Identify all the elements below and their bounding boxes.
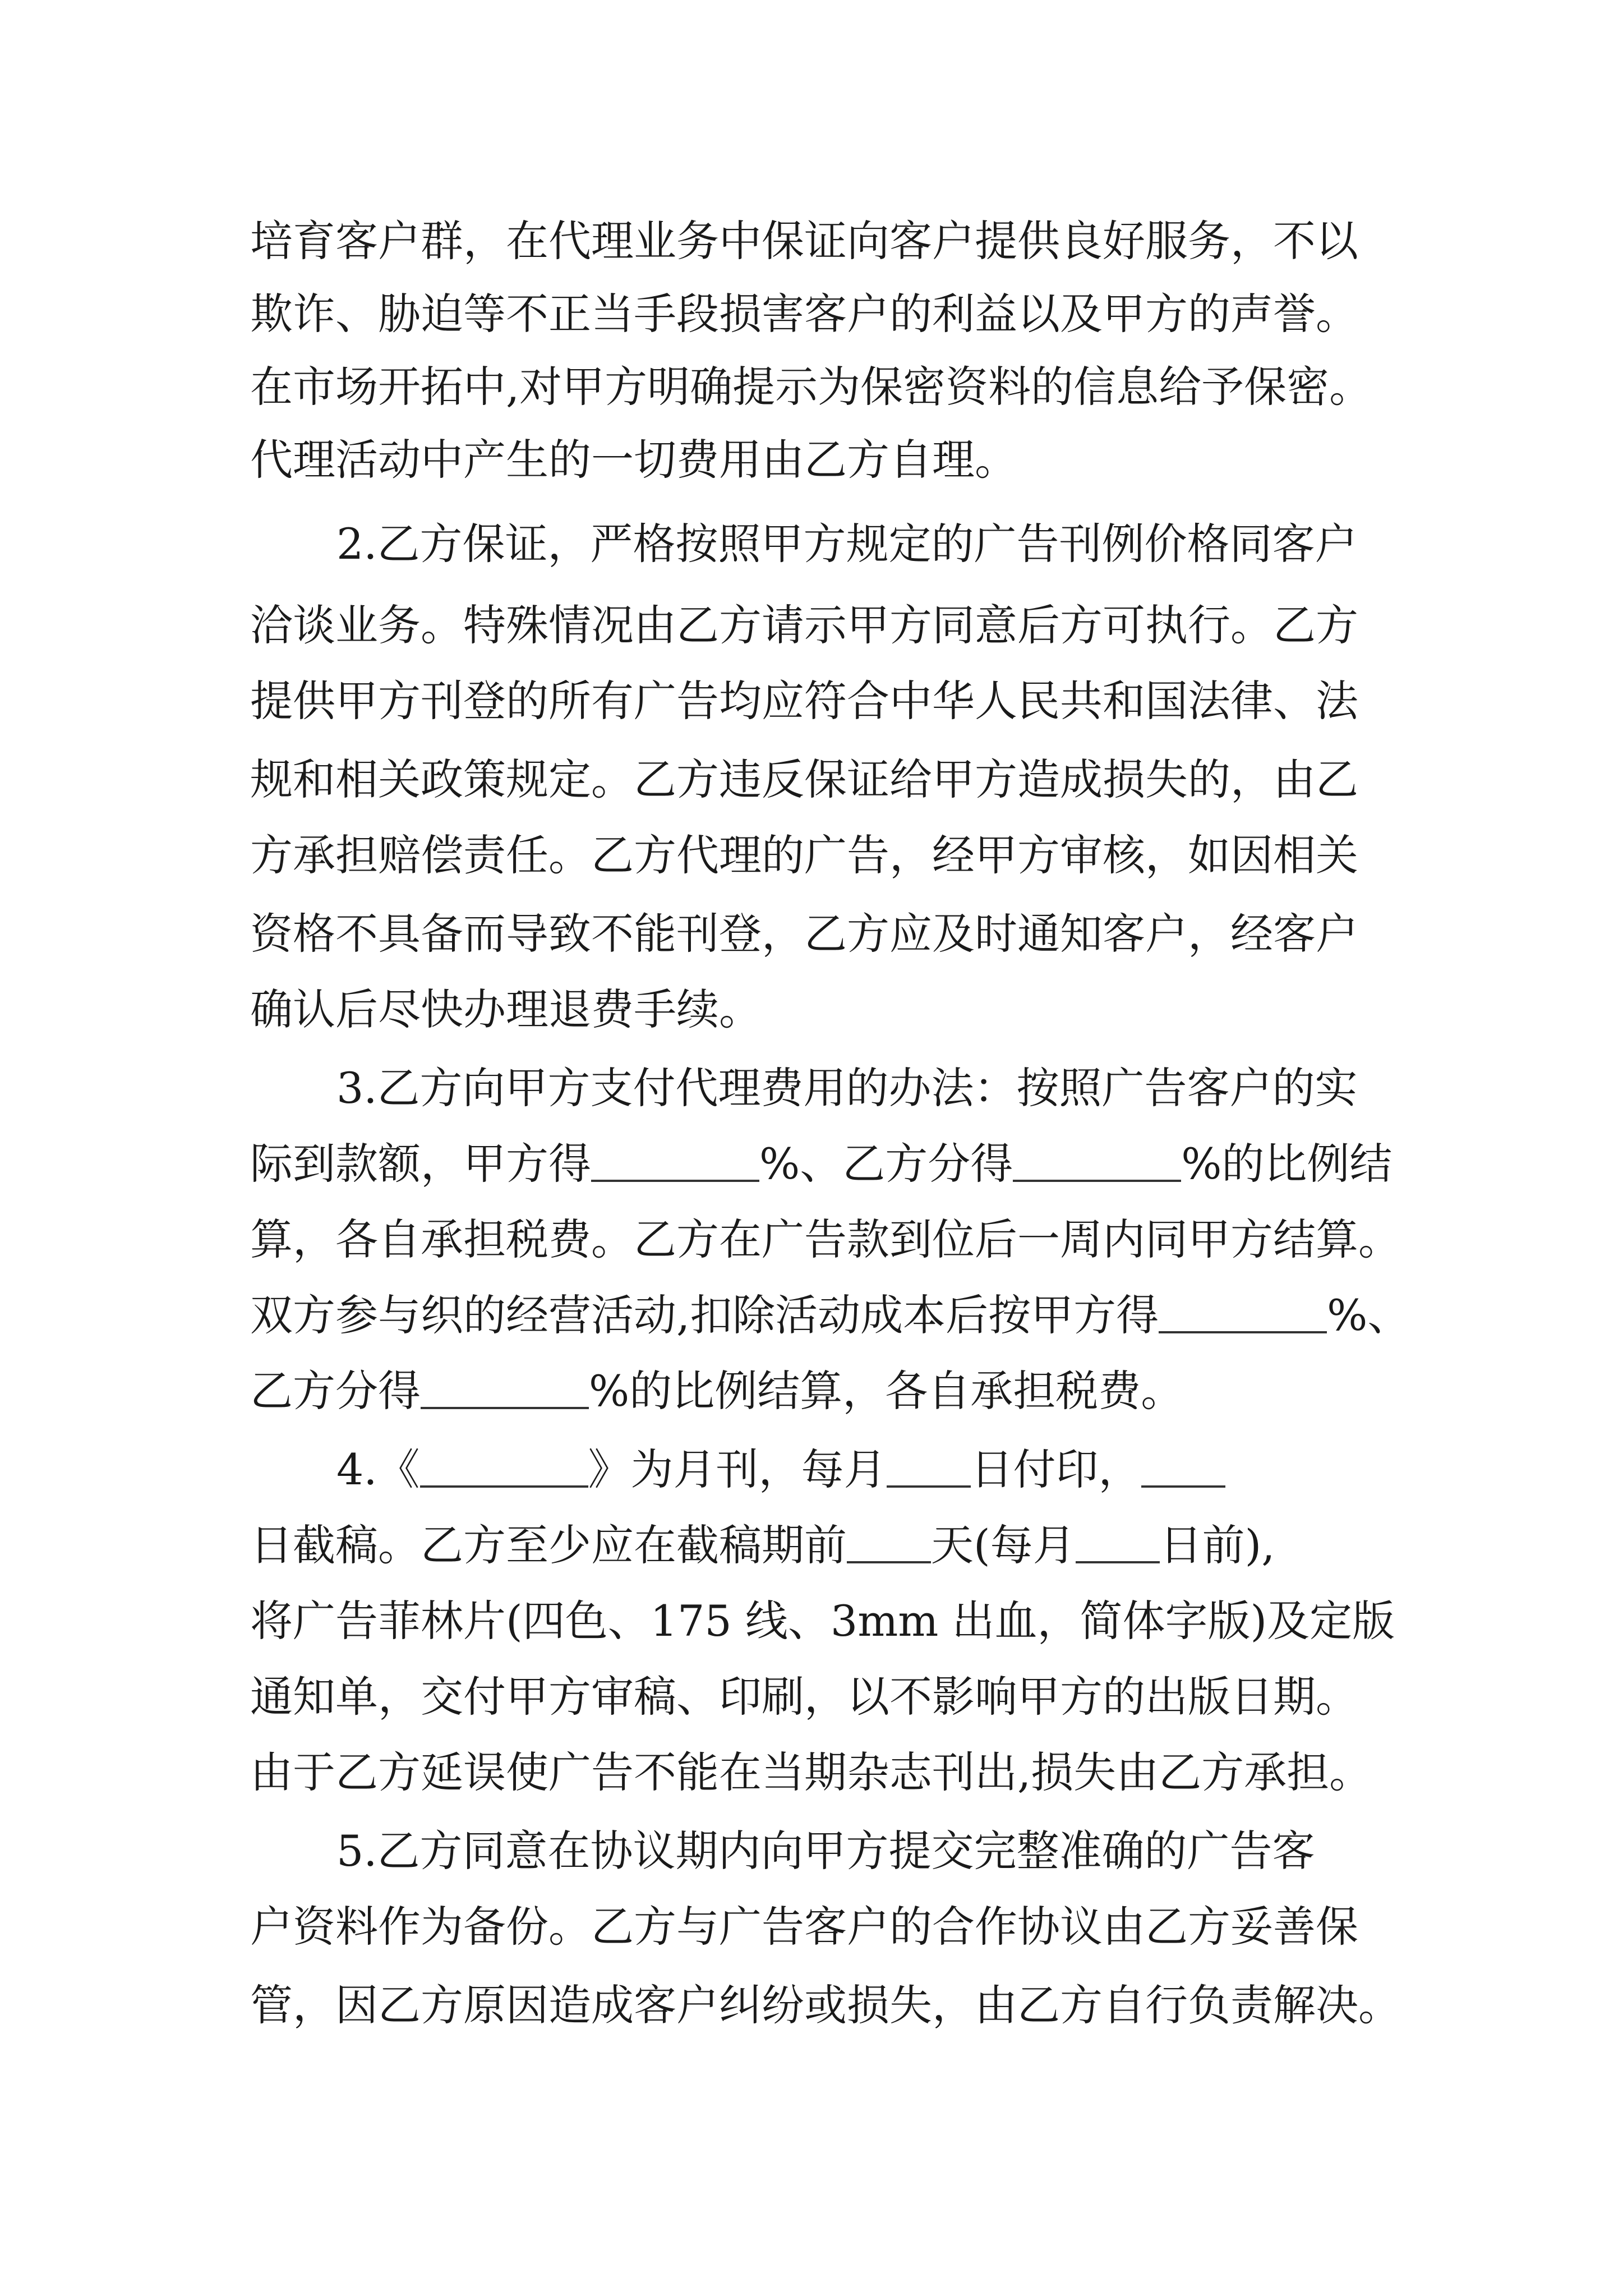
p5-line1: 5.乙方同意在协议期内向甲方提交完整准确的广告客: [336, 1826, 1315, 1876]
p3-line3: 算，各自承担税费。乙方在广告款到位后一周内同甲方结算。: [250, 1214, 1401, 1264]
p2-line6: 资格不具备而导致不能刊登，乙方应及时通知客户，经客户: [250, 909, 1358, 959]
p3-line2: [250, 1136, 1392, 1192]
p5-line3: 管，因乙方原因造成客户纠纷或损失，由乙方自行负责解决。: [250, 1980, 1401, 2030]
p4-line4: 通知单，交付甲方审稿、印刷，以不影响甲方的出版日期。: [250, 1672, 1358, 1722]
days-before-blank: [847, 1519, 931, 1563]
p4-line1-text-b: 》为月刊，每月: [588, 1444, 887, 1494]
p4-line1: [336, 1442, 1225, 1498]
p1-line2: 欺诈、胁迫等不正当手段损害客户的利益以及甲方的声誉。: [250, 289, 1358, 339]
monthly-day-blank: [1076, 1519, 1160, 1563]
party-b-percent-blank: [1013, 1137, 1181, 1182]
activity-party-a-percent-blank: [1159, 1289, 1327, 1333]
print-day-blank: [887, 1443, 971, 1488]
deadline-day-blank: [1141, 1443, 1225, 1488]
p2-line5: 方承担赔偿责任。乙方代理的广告，经甲方审核，如因相关: [250, 830, 1358, 880]
p1-line3: 在市场开拓中,对甲方明确提示为保密资料的信息给予保密。: [250, 362, 1372, 412]
p5-line2: 户资料作为备份。乙方与广告客户的合作协议由乙方妥善保: [250, 1902, 1358, 1952]
p1-line4: 代理活动中产生的一切费用由乙方自理。: [250, 435, 1017, 485]
p2-line1: 2.乙方保证，严格按照甲方规定的广告刊例价格同客户: [336, 519, 1358, 569]
p4-line5: 由于乙方延误使广告不能在当期杂志刊出,损失由乙方承担。: [250, 1747, 1372, 1797]
p3-line4: [250, 1287, 1410, 1343]
magazine-name-blank: [420, 1443, 588, 1488]
p3-line4-text-a: 双方参与织的经营活动,扣除活动成本后按甲方得: [250, 1290, 1159, 1340]
p2-line3: 提供甲方刊登的所有广告均应符合中华人民共和国法律、法: [250, 676, 1358, 726]
p4-line3: 将广告菲林片(四色、175 线、3mm 出血，简体字版)及定版: [250, 1596, 1395, 1646]
p3-line2-text-a: 际到款额，甲方得: [250, 1139, 591, 1189]
p2-line2: 洽谈业务。特殊情况由乙方请示甲方同意后方可执行。乙方: [250, 600, 1358, 650]
p3-line4-text-b: %、: [1327, 1290, 1410, 1340]
p4-line2-text-c: 日前),: [1159, 1520, 1275, 1570]
p3-line5-text-a: 乙方分得: [250, 1366, 421, 1416]
p3-line1: 3.乙方向甲方支付代理费用的办法：按照广告客户的实: [336, 1063, 1358, 1113]
p2-line4: 规和相关政策规定。乙方违反保证给甲方造成损失的，由乙: [250, 754, 1358, 804]
p3-line2-text-b: %、乙方分得: [759, 1139, 1013, 1189]
p4-line2-text-a: 日截稿。乙方至少应在截稿期前: [250, 1520, 847, 1570]
activity-party-b-percent-blank: [421, 1364, 589, 1409]
p3-line2-text-c: %的比例结: [1181, 1139, 1393, 1189]
p1-line1: 培育客户群，在代理业务中保证向客户提供良好服务，不以: [250, 216, 1358, 266]
p4-line1-text-a: 4.《: [336, 1444, 420, 1494]
p4-line2: [250, 1517, 1275, 1573]
p4-line2-text-b: 天(每月: [931, 1520, 1076, 1570]
p2-line7: 确认后尽快办理退费手续。: [250, 984, 762, 1034]
party-a-percent-blank: [591, 1137, 759, 1182]
p3-line5-text-b: %的比例结算，各自承担税费。: [589, 1366, 1184, 1416]
p3-line5: [250, 1363, 1183, 1419]
p4-line1-text-c: 日付印，: [970, 1444, 1141, 1494]
